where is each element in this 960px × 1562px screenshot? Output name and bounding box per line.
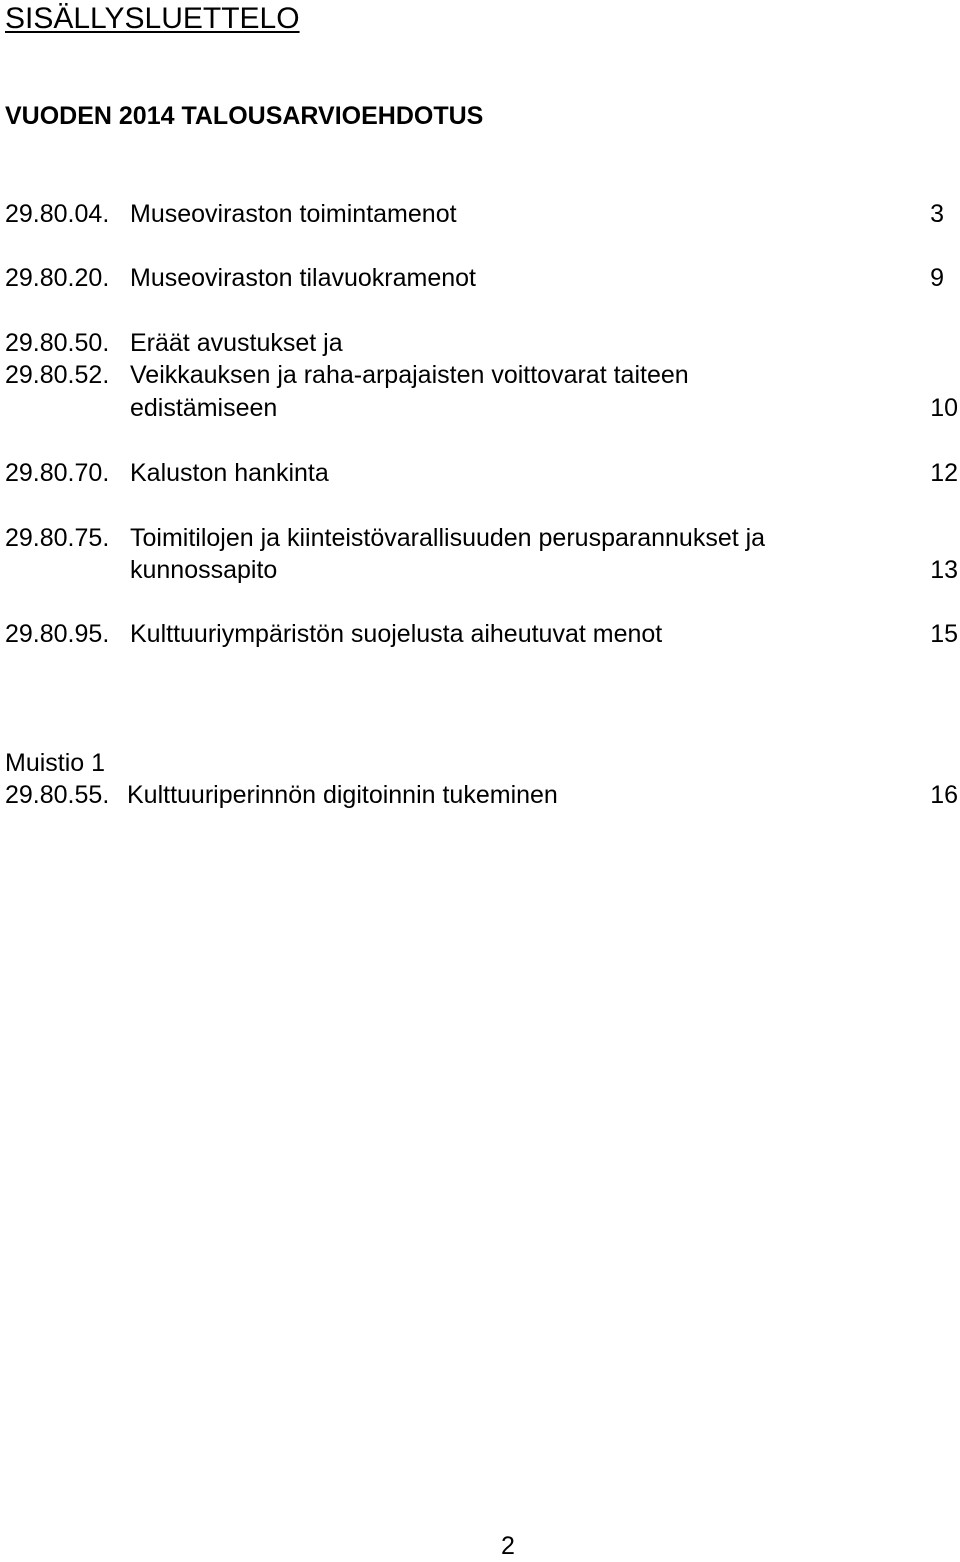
toc-entry-title: Eräät avustukset ja xyxy=(130,329,343,357)
toc-entry xyxy=(0,327,960,359)
toc-entry-code: 29.80.75. xyxy=(5,524,110,552)
toc-entry xyxy=(0,522,960,554)
toc-entry xyxy=(0,457,960,489)
toc-entry-page: 9 xyxy=(930,264,944,292)
toc-entry xyxy=(0,198,960,230)
document-title: SISÄLLYSLUETTELO xyxy=(5,2,300,35)
memo-heading-line xyxy=(0,747,960,779)
toc-entry-page: 12 xyxy=(930,459,958,487)
toc-entry-title: Toimitilojen ja kiinteistövarallisuuden perusparannukset ja xyxy=(130,524,766,552)
toc-entry-code: 29.80.20. xyxy=(5,264,110,292)
toc-entry xyxy=(0,359,960,391)
page-number: 2 xyxy=(501,1532,515,1560)
toc-entry-title: Museoviraston tilavuokramenot xyxy=(130,264,476,292)
toc-entry-title: edistämiseen xyxy=(130,394,278,422)
toc-entry-title: Kaluston hankinta xyxy=(130,459,329,487)
toc-entry-code: 29.80.50. xyxy=(5,329,110,357)
toc-entry-page: 13 xyxy=(930,556,958,584)
memo-heading: Muistio 1 xyxy=(5,749,106,777)
toc-entry-page: 10 xyxy=(930,394,958,422)
toc-entry-page: 16 xyxy=(930,781,958,809)
toc-entry-code: 29.80.95. xyxy=(5,620,110,648)
toc-entry-title: Museoviraston toimintamenot xyxy=(130,200,457,228)
toc-entry xyxy=(0,262,960,294)
toc-entry-code: 29.80.52. xyxy=(5,361,110,389)
toc-entry xyxy=(0,779,960,811)
toc-entry-title: Veikkauksen ja raha-arpajaisten voittovarat taiteen xyxy=(130,361,689,389)
toc-entry-page: 3 xyxy=(930,200,944,228)
toc-entry-page: 15 xyxy=(930,620,958,648)
toc-entry xyxy=(0,618,960,650)
budget-proposal-heading: VUODEN 2014 TALOUSARVIOEHDOTUS xyxy=(5,102,484,130)
toc-entry-title: kunnossapito xyxy=(130,556,278,584)
toc-entry-continuation xyxy=(0,392,960,424)
toc-entry-code: 29.80.04. xyxy=(5,200,110,228)
toc-entry-code: 29.80.55. xyxy=(5,781,110,809)
toc-entry-continuation xyxy=(0,554,960,586)
toc-entry-title: Kulttuuriympäristön suojelusta aiheutuvat menot xyxy=(130,620,663,648)
toc-entry-code: 29.80.70. xyxy=(5,459,110,487)
toc-entry-title: Kulttuuriperinnön digitoinnin tukeminen xyxy=(127,781,558,809)
